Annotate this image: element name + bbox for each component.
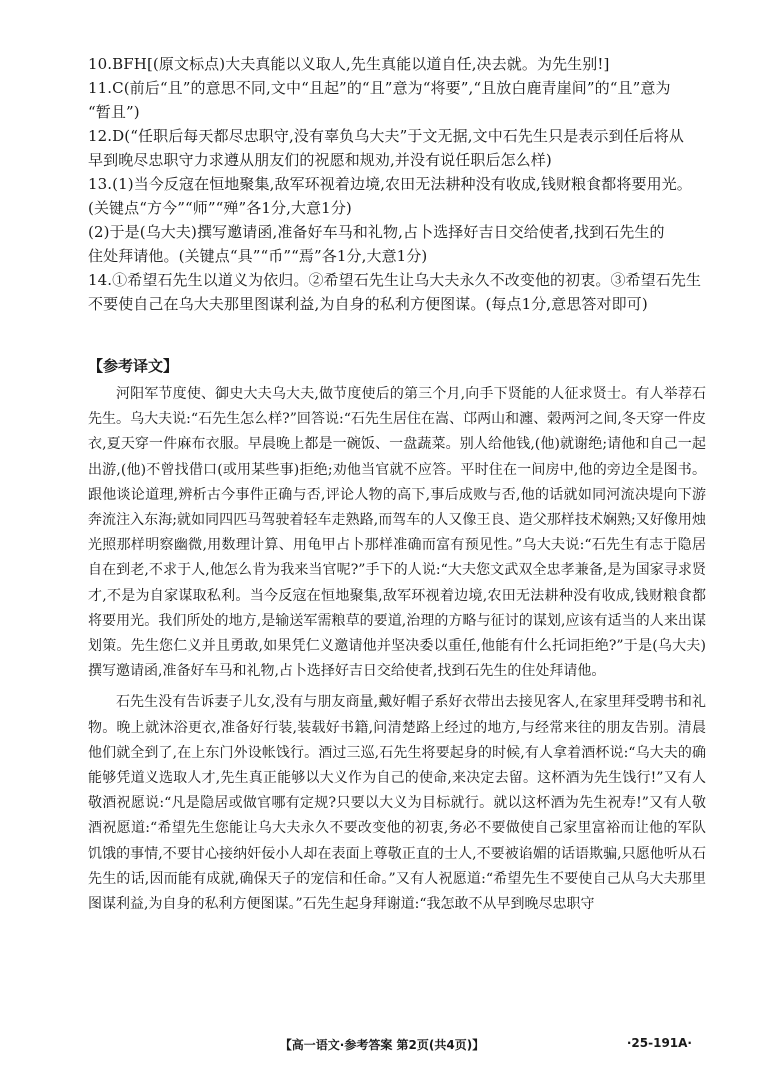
answer-number: 14. <box>88 271 113 289</box>
reference-translation-heading: 【参考译文】 <box>88 357 179 375</box>
answer-text: (2)于是(乌大夫)撰写邀请函,准备好车马和礼物,占卜选择好吉日交给使者,找到石先生的 <box>88 223 665 241</box>
answer-text: 早到晚尽忠职守力求遵从朋友们的祝愿和规劝,并没有说任职后怎么样) <box>88 151 552 169</box>
answer-text: C(前后“且”的意思不同,文中“且起”的“且”意为“将要”,“且放白鹿青崖间”的“且”意为 <box>112 79 671 97</box>
answer-text: “暂且”) <box>88 103 140 121</box>
answer-number: 11. <box>88 79 113 97</box>
answer-text: (1)当今反寇在恒地聚集,敌军环视着边境,农田无法耕种没有收成,钱财粮食都将要用光。 <box>112 175 692 193</box>
footer-page-info: 【高一语文·参考答案 第2页(共4页)】 <box>279 1038 485 1052</box>
footer-code: ·25-191A· <box>626 1036 692 1050</box>
answer-number: 12. <box>88 127 113 145</box>
reference-translation <box>88 382 706 917</box>
page-footer <box>0 1036 764 1056</box>
answer-text: ①希望石先生以道义为依归。②希望石先生让乌大夫永久不改变他的初衷。③希望石先生 <box>112 271 702 289</box>
answer-item <box>88 124 706 172</box>
answer-item <box>88 52 706 76</box>
answer-text: 住处拜请他。(关键点“具”“币”“焉”各1分,大意1分) <box>88 247 428 265</box>
answer-text: BFH[(原文标点)大夫真能以义取人,先生真能以道自任,决去就。为先生别!] <box>112 55 610 73</box>
answer-list <box>88 52 706 316</box>
answer-text: (关键点“方今”“师”“殚”各1分,大意1分) <box>88 199 352 217</box>
translation-paragraph: 河阳军节度使、御史大夫乌大夫,做节度使后的第三个月,向手下贤能的人征求贤士。有人举荐石先生。乌大夫说:“石先生怎么样?”回答说:“石先生居住在嵩、邙两山和瀍、榖两河之间,冬天穿一件皮衣,夏天穿一件麻布衣服。早晨晚上都是一碗饭、一盘蔬菜。别人给他钱,(他)就谢绝;请他和自己一起出游,(他)不曾找借口(或用某些事)拒绝;劝他当官就不应答。平时住在一间房中,他的旁边全是图书。跟他谈论道理,辨析古今事件正确与否,评论人物的高下,事后成败与否,他的话就如同河流决堤向下游奔流注入东海;就如同四匹马驾驶着轻车走熟路,而驾车的人又像王良、造父那样技术娴熟;又好像用烛光照那样明察幽微,用数理计算、用龟甲占卜那样准确而富有预见性。”乌大夫说:“石先生有志于隐居自在到老,不求于人,他怎么肯为我来当官呢?”手下的人说:“大夫您文武双全忠孝兼备,是为国家寻求贤才,不是为自家谋取私利。当今反寇在恒地聚集,敌军环视着边境,农田无法耕种没有收成,钱财粮食都将要用光。我们所处的地方,是输送军需粮草的要道,治理的方略与征讨的谋划,应该有适当的人来出谋划策。先生您仁义并且勇敢,如果凭仁义邀请他并坚决委以重任,他能有什么托词拒绝?”于是(乌大夫)撰写邀请函,准备好车马和礼物,占卜选择好吉日交给使者,找到石先生的住处拜请他。 <box>88 386 706 680</box>
answer-text: D(“任职后每天都尽忠职守,没有辜负乌大夫”于文无据,文中石先生只是表示到任后将从 <box>112 127 685 145</box>
answer-text: 不要使自己在乌大夫那里图谋利益,为自身的私利方便图谋。(每点1分,意思答对即可) <box>88 295 648 313</box>
answer-number: 10. <box>88 55 113 73</box>
answer-item <box>88 172 706 268</box>
answer-item <box>88 268 706 316</box>
translation-paragraph: 石先生没有告诉妻子儿女,没有与朋友商量,戴好帽子系好衣带出去接见客人,在家里拜受聘书和礼物。晚上就沐浴更衣,准备好行装,装载好书籍,问清楚路上经过的地方,与经常来往的朋友告别。清晨他们就全到了,在上东门外设帐饯行。酒过三巡,石先生将要起身的时候,有人拿着酒杯说:“乌大夫的确能够凭道义选取人才,先生真正能够以大义作为自己的使命,来决定去留。这杯酒为先生饯行!”又有人敬酒祝愿说:“凡是隐居或做官哪有定规?只要以大义为目标就行。就以这杯酒为先生祝寿!”又有人敬酒祝愿道:“希望先生您能让乌大夫永久不要改变他的初衷,务必不要做使自己家里富裕而让他的军队饥饿的事情,不要甘心接纳奸佞小人却在表面上尊敬正直的士人,不要被谄媚的话语欺骗,只愿他听从石先生的话,因而能有成就,确保天子的宠信和任命。”又有人祝愿道:“希望先生不要使自己从乌大夫那里图谋利益,为自身的私利方便图谋。”石先生起身拜谢道:“我怎敢不从早到晚尽忠职守 <box>88 694 706 913</box>
answer-number: 13. <box>88 175 113 193</box>
answer-item <box>88 76 706 124</box>
